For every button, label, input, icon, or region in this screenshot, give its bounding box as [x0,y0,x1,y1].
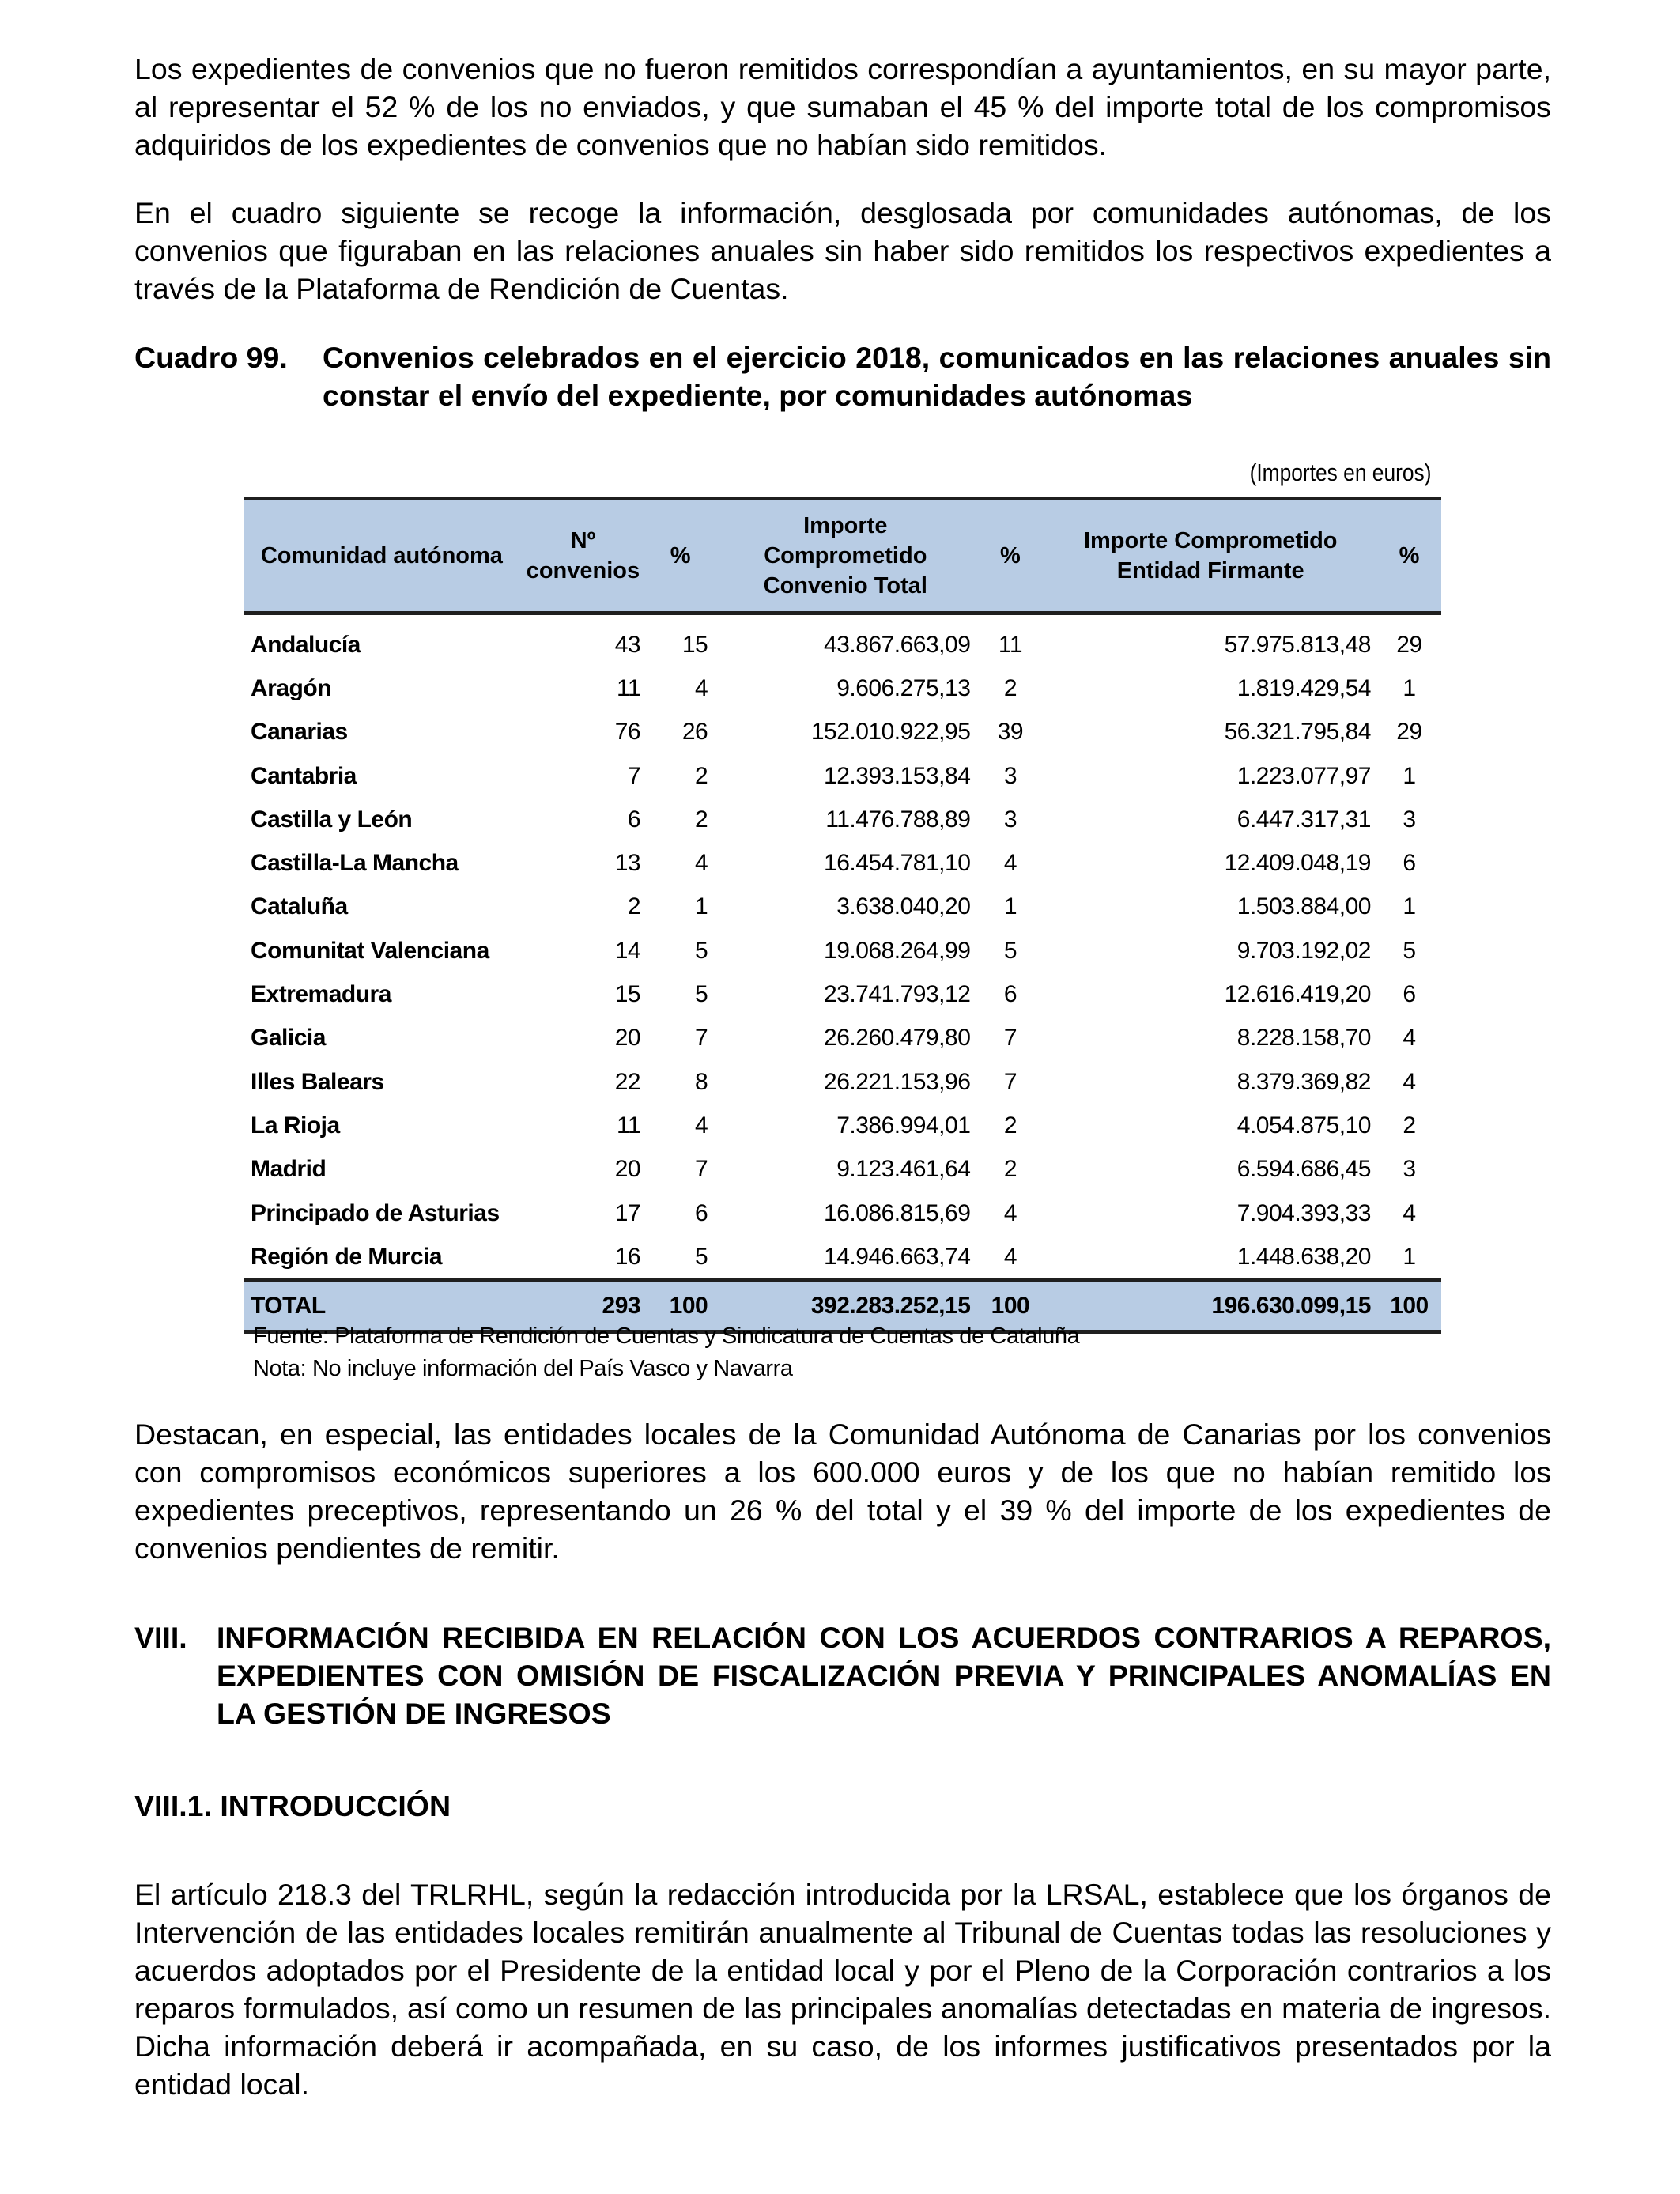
cell-count: 17 [614,1199,641,1226]
cell-pct1: 4 [695,850,708,877]
cell-count: 2 [627,893,641,920]
table-row [244,1060,1441,1104]
table-row [244,754,1441,798]
cell-pct3: 6 [1403,981,1416,1008]
table-row [244,1235,1441,1281]
total-pct2: 100 [976,1281,1044,1332]
total-entity: 196.630.099,15 [1044,1281,1377,1332]
cell-pct3: 1 [1403,674,1416,701]
cell-pct2: 4 [1003,850,1017,877]
header-count: Nº convenios [519,499,647,614]
cell-pct1: 4 [695,1112,708,1139]
table-row [244,667,1441,710]
cell-count: 13 [614,850,641,877]
total-total: 392.283.252,15 [714,1281,976,1332]
header-region: Comunidad autónoma [244,499,519,614]
header-entity-line1: Importe Comprometido [1083,528,1338,553]
cell-count: 76 [614,719,641,746]
cell-pct3: 1 [1403,1243,1416,1270]
table-notes [253,1320,1079,1385]
table-units: (Importes en euros) [1249,459,1431,486]
header-entity [1044,499,1377,614]
cell-region: Andalucía [251,631,361,658]
cell-pct3: 3 [1403,1156,1416,1183]
cell-count: 22 [614,1068,641,1095]
cell-count: 6 [627,806,641,833]
section-viii-title: INFORMACIÓN RECIBIDA EN RELACIÓN CON LOS ACUERDOS CONTRARIOS A REPAROS, EXPEDIENTES CON OMISIÓN DE FISCALIZACIÓN PREVIA Y PRINCIPALES ANOMALÍAS EN LA GESTIÓN DE INGRESOS [217,1621,1551,1730]
total-count: 293 [519,1281,647,1332]
cell-entity: 8.379.369,82 [1236,1068,1371,1095]
cell-pct1: 1 [695,893,708,920]
cell-region: Madrid [251,1156,327,1183]
cell-pct2: 3 [1003,762,1017,789]
table-row [244,711,1441,754]
cell-entity: 56.321.795,84 [1224,719,1371,746]
cell-pct1: 26 [681,719,708,746]
table-row [244,929,1441,972]
cell-pct1: 15 [681,631,708,658]
cell-region: Cataluña [251,893,348,920]
cell-pct1: 5 [695,937,708,964]
cell-region: Illes Balears [251,1068,384,1095]
header-pct3: % [1377,499,1441,614]
cell-total: 11.476.788,89 [825,806,971,833]
cell-pct3: 3 [1403,806,1416,833]
cell-pct1: 5 [695,1243,708,1270]
cell-total: 152.010.922,95 [810,719,971,746]
cell-entity: 6.447.317,31 [1236,806,1371,833]
cell-total: 12.393.153,84 [824,762,971,789]
cell-count: 43 [614,631,641,658]
table-row [244,1191,1441,1235]
paragraph-convenios-ayuntamientos: Los expedientes de convenios que no fueron remitidos correspondían a ayuntamientos, en su mayor parte, al representar el 52 % de los no enviados, y que sumaban el 45 % del importe total de los compromisos adquiridos de los expedientes de convenios que no habían sido remitidos. [134,52,1551,161]
table-body [244,614,1441,1281]
paragraph-cuadro-intro: En el cuadro siguiente se recoge la información, desglosada por comunidades autónomas, de los convenios que figuraban en las relaciones anuales sin haber sido remitidos los respectivos expedientes a través de la Plataforma de Rendición de Cuentas. [134,196,1551,305]
table-header-row [244,499,1441,614]
table-source: Fuente: Plataforma de Rendición de Cuentas y Sindicatura de Cuentas de Cataluña [253,1324,1080,1349]
cell-region: Castilla y León [251,806,413,833]
cell-pct1: 6 [695,1199,708,1226]
cell-region: Cantabria [251,762,357,789]
cell-pct3: 4 [1403,1025,1416,1052]
cell-region: Comunitat Valenciana [251,937,489,964]
table-caption [134,338,1551,414]
caption-text: Convenios celebrados en el ejercicio 2018, comunicados en las relaciones anuales sin constar el envío del expediente, por comunidades autónomas [323,341,1551,412]
cell-region: La Rioja [251,1112,340,1139]
table-row [244,798,1441,841]
cell-entity: 8.228.158,70 [1236,1025,1371,1052]
cell-pct3: 1 [1403,893,1416,920]
cell-total: 26.221.153,96 [824,1068,971,1095]
cell-pct1: 2 [695,806,708,833]
table-row [244,1148,1441,1191]
cell-count: 20 [614,1025,641,1052]
cell-pct3: 29 [1396,631,1422,658]
cell-pct2: 7 [1003,1068,1017,1095]
cell-entity: 12.409.048,19 [1224,850,1371,877]
cell-pct1: 4 [695,674,708,701]
table-row [244,1017,1441,1060]
paragraph-canarias: Destacan, en especial, las entidades locales de la Comunidad Autónoma de Canarias por los convenios con compromisos económicos superiores a los 600.000 euros y de los que no habían remitido los expedientes preceptivos, representando un 26 % del total y el 39 % del importe de los expedientes de convenios pendientes de remitir. [134,1418,1551,1565]
cell-count: 15 [614,981,641,1008]
header-total [714,499,976,614]
table-row [244,1104,1441,1147]
section-heading-viii-1: VIII.1. INTRODUCCIÓN [134,1789,451,1822]
header-pct2: % [976,499,1044,614]
cell-pct2: 11 [998,631,1023,658]
cell-entity: 6.594.686,45 [1236,1156,1371,1183]
cell-entity: 1.503.884,00 [1236,893,1371,920]
header-pct1: % [647,499,714,614]
cell-count: 7 [627,762,641,789]
cell-pct3: 6 [1403,850,1416,877]
table-row [244,841,1441,885]
cell-count: 16 [614,1243,641,1270]
cell-pct2: 1 [1003,893,1017,920]
total-pct3: 100 [1377,1281,1441,1332]
cell-total: 26.260.479,80 [824,1025,971,1052]
cell-pct2: 4 [1003,1199,1017,1226]
cell-pct3: 29 [1396,719,1422,746]
table-row [244,886,1441,929]
cell-entity: 12.616.419,20 [1224,981,1371,1008]
cell-pct2: 39 [997,719,1024,746]
cell-entity: 7.904.393,33 [1236,1199,1371,1226]
table-row [244,614,1441,667]
header-total-line2: Convenio Total [763,573,927,599]
convenios-table [244,497,1441,1334]
cell-pct2: 2 [1003,1156,1017,1183]
cell-pct2: 5 [1003,937,1017,964]
section-viii-number: VIII. [134,1621,187,1654]
cell-pct3: 5 [1403,937,1416,964]
header-total-line1: Importe Comprometido [764,513,927,568]
cell-total: 19.068.264,99 [824,937,971,964]
cell-pct3: 1 [1403,762,1416,789]
cell-total: 23.741.793,12 [824,981,971,1008]
cell-total: 16.086.815,69 [824,1199,971,1226]
cell-count: 11 [616,1112,641,1139]
cell-count: 20 [614,1156,641,1183]
cell-pct2: 2 [1003,1112,1017,1139]
cell-entity: 1.223.077,97 [1236,762,1371,789]
cell-entity: 9.703.192,02 [1236,937,1371,964]
cell-pct1: 2 [695,762,708,789]
cell-entity: 1.448.638,20 [1236,1243,1371,1270]
cell-total: 9.606.275,13 [836,674,971,701]
cell-count: 11 [616,674,641,701]
cell-pct2: 4 [1003,1243,1017,1270]
cell-pct2: 2 [1003,674,1017,701]
cell-total: 16.454.781,10 [824,850,971,877]
cell-total: 9.123.461,64 [836,1156,971,1183]
cell-pct3: 4 [1403,1068,1416,1095]
cell-pct1: 7 [695,1025,708,1052]
table-row [244,972,1441,1016]
paragraph-articulo-218: El artículo 218.3 del TRLRHL, según la redacción introducida por la LRSAL, establece que los órganos de Intervención de las entidades locales remitirán anualmente al Tribunal de Cuentas todas las resoluciones y acuerdos adoptados por el Presidente de la entidad local y por el Pleno de la Corporación contrarios a los reparos formulados, así como un resumen de las principales anomalías detectadas en materia de ingresos. Dicha información deberá ir acompañada, en su caso, de los informes justificativos presentados por la entidad local. [134,1878,1551,2101]
cell-pct2: 6 [1003,981,1017,1008]
cell-pct1: 7 [695,1156,708,1183]
cell-region: Aragón [251,674,331,701]
section-heading-viii [134,1618,1551,1732]
cell-pct1: 5 [695,981,708,1008]
cell-entity: 57.975.813,48 [1224,631,1371,658]
cell-pct2: 7 [1003,1025,1017,1052]
cell-entity: 4.054.875,10 [1236,1112,1371,1139]
caption-number: Cuadro 99. [134,341,288,374]
cell-region: Canarias [251,719,348,746]
cell-region: Castilla-La Mancha [251,850,459,877]
cell-count: 14 [614,937,641,964]
cell-region: Extremadura [251,981,391,1008]
header-entity-line2: Entidad Firmante [1116,558,1304,583]
cell-total: 3.638.040,20 [836,893,971,920]
cell-total: 7.386.994,01 [836,1112,971,1139]
total-pct1: 100 [647,1281,714,1332]
cell-total: 43.867.663,09 [824,631,971,658]
cell-region: Región de Murcia [251,1243,443,1270]
cell-region: Principado de Asturias [251,1199,500,1226]
cell-pct1: 8 [695,1068,708,1095]
cell-region: Galicia [251,1025,326,1052]
table-note: Nota: No incluye información del País Vasco y Navarra [253,1356,793,1381]
cell-pct3: 2 [1403,1112,1416,1139]
cell-entity: 1.819.429,54 [1236,674,1371,701]
cell-pct2: 3 [1003,806,1017,833]
total-region: TOTAL [244,1281,519,1332]
cell-pct3: 4 [1403,1199,1416,1226]
cell-total: 14.946.663,74 [824,1243,971,1270]
